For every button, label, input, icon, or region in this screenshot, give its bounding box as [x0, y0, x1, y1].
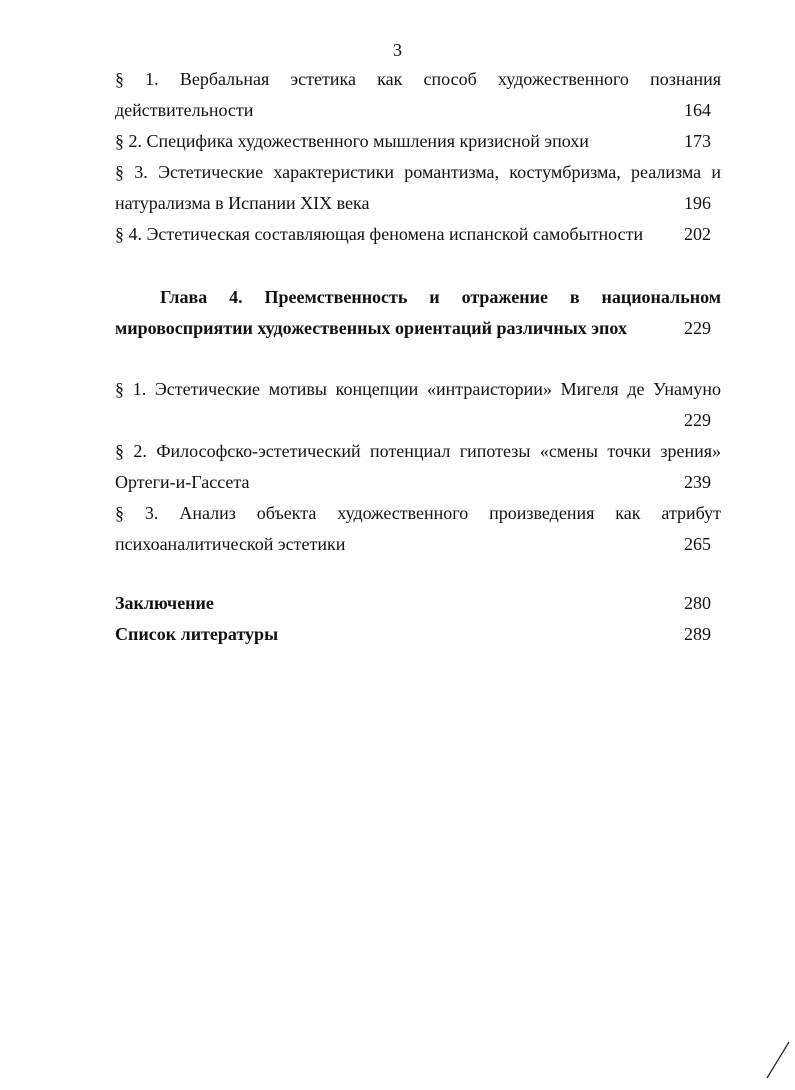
toc-page-number: 289 [684, 624, 711, 644]
toc-entry-4-1-page: 229 [684, 410, 711, 430]
toc-entry-3-4 [115, 219, 721, 250]
spacer [115, 250, 721, 282]
toc-chapter-title: мировосприятии художественных ориентаций различных эпох [115, 318, 627, 338]
toc-entry-4-2-line1: § 2. Философско-эстетический потенциал гипотезы «смены точки зрения» [115, 441, 721, 461]
toc-page-number: 164 [684, 100, 711, 120]
toc-entry-title: Ортеги-и-Гассета [115, 472, 250, 492]
spacer [115, 344, 721, 374]
toc-page-number: 265 [684, 534, 711, 554]
toc-entry-3-1-line2 [115, 95, 721, 126]
toc-entry-4-2-line2 [115, 467, 721, 498]
toc-entry-title: § 4. Эстетическая составляющая феномена испанской самобытности [115, 224, 644, 244]
toc-page-number: 229 [684, 318, 711, 338]
toc-entry-4-1-line1: § 1. Эстетические мотивы концепции «интраистории» Мигеля де Унамуно [115, 379, 721, 399]
toc-entry-4-3-line1: § 3. Анализ объекта художественного произведения как атрибут [115, 503, 721, 523]
toc-entry-4-3-line2 [115, 529, 721, 560]
toc-conclusion [115, 588, 721, 619]
toc-chapter-4-line2 [115, 313, 721, 344]
toc-entry-3-2 [115, 126, 721, 157]
toc-page-number: 173 [684, 131, 711, 151]
table-of-contents [115, 64, 721, 650]
toc-references [115, 619, 721, 650]
toc-entry-title: действительности [115, 100, 254, 120]
toc-page-number: 202 [684, 224, 711, 244]
toc-entry-title: Заключение [115, 593, 214, 613]
toc-entry-3-1-line1: § 1. Вербальная эстетика как способ художественного познания [115, 69, 721, 89]
toc-page-number: 196 [684, 193, 711, 213]
toc-page-number: 239 [684, 472, 711, 492]
page-number: 3 [393, 40, 402, 60]
toc-entry-title: § 2. Специфика художественного мышления кризисной эпохи [115, 131, 589, 151]
toc-chapter-4-line1: Глава 4. Преемственность и отражение в национальном [160, 287, 721, 307]
toc-entry-title: натурализма в Испании XIX века [115, 193, 370, 213]
toc-entry-3-3-line2 [115, 188, 721, 219]
toc-entry-title: психоаналитической эстетики [115, 534, 346, 554]
toc-page-number: 280 [684, 593, 711, 613]
toc-entry-3-3-line1: § 3. Эстетические характеристики романтизма, костумбризма, реализма и [115, 162, 721, 182]
spacer [115, 560, 721, 588]
pen-mark [765, 1040, 791, 1080]
toc-entry-title: Список литературы [115, 624, 279, 644]
